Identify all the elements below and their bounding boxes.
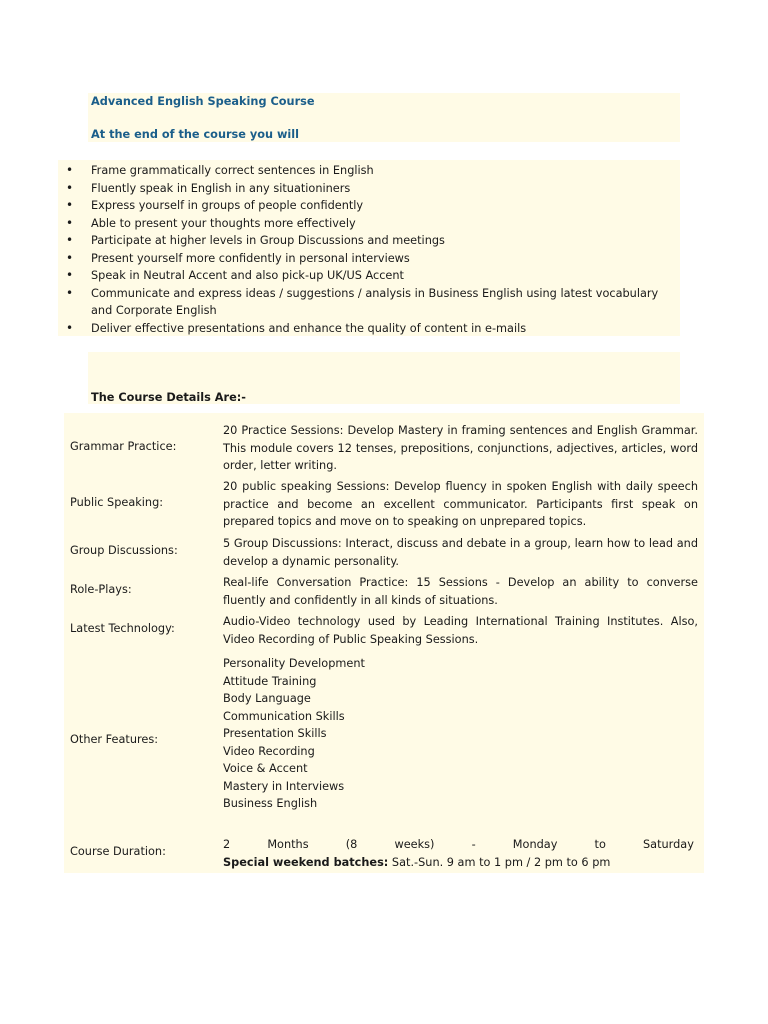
weekend-line: [223, 854, 698, 872]
weekend-text: Sat.-Sun. 9 am to 1 pm / 2 pm to 6 pm: [388, 855, 611, 869]
duration-word: weeks): [394, 838, 435, 851]
table-row-public-speaking: [64, 478, 704, 530]
duration-description: [223, 836, 698, 871]
list-item: Video Recording: [223, 744, 315, 758]
row-description: 20 Practice Sessions: Develop Mastery in framing sentences and English Grammar. This module covers 12 tenses, prepositions, conjunctions, adjectives, articles, word order, letter writing.: [223, 424, 698, 472]
duration-word: (8: [345, 838, 358, 851]
list-item: • Fluently speak in English in any situationiners: [66, 180, 676, 198]
row-description: Audio-Video technology used by Leading International Training Institutes. Also, Video Recording of Public Speaking Sessions.: [223, 615, 698, 646]
row-description: Real-life Conversation Practice: 15 Sessions - Develop an ability to converse fluently and confidently in all kinds of situations.: [223, 576, 698, 607]
details-heading: The Course Details Are:-: [91, 391, 246, 404]
row-label: Course Duration:: [70, 845, 166, 858]
row-description: 5 Group Discussions: Interact, discuss and debate in a group, learn how to lead and develop a dynamic personality.: [223, 537, 698, 568]
list-item: • Able to present your thoughts more effectively: [66, 215, 676, 233]
list-item: Attitude Training: [223, 674, 317, 688]
list-item: • Express yourself in groups of people confidently: [66, 197, 676, 215]
list-item: • Communicate and express ideas / suggestions / analysis in Business English using latest vocabulary and Corporate English: [66, 285, 676, 320]
table-row-duration: [64, 836, 704, 871]
list-item: Mastery in Interviews: [223, 779, 345, 793]
list-item: Body Language: [223, 692, 311, 705]
duration-word: -: [471, 838, 476, 851]
list-item: • Deliver effective presentations and enhance the quality of content in e-mails: [66, 320, 676, 338]
features-list: [223, 655, 698, 813]
row-label: Group Discussions:: [70, 544, 178, 557]
row-label: Other Features:: [70, 733, 159, 746]
duration-word: to: [594, 838, 606, 851]
page-title: Advanced English Speaking Course: [91, 95, 315, 108]
table-row-other-features: [64, 655, 704, 815]
row-label: Role-Plays:: [70, 583, 132, 596]
list-item: Communication Skills: [223, 709, 345, 723]
list-item: • Participate at higher levels in Group Discussions and meetings: [66, 232, 676, 250]
list-item: Voice & Accent: [223, 762, 308, 775]
list-item: • Present yourself more confidently in personal interviews: [66, 250, 676, 268]
duration-word: Monday: [512, 838, 558, 851]
duration-line: [223, 836, 694, 854]
list-item: Business English: [223, 797, 318, 810]
duration-word: 2: [223, 838, 231, 851]
row-label: Public Speaking:: [70, 496, 164, 509]
table-row-group-discussions: [64, 535, 704, 570]
row-description: 20 public speaking Sessions: Develop fluency in spoken English with daily speech practice and become an excellent communicator. Participants first speak on prepared topics and move on to speaking on unprepared topics.: [223, 480, 698, 528]
duration-word: Saturday: [642, 838, 694, 851]
duration-word: Months: [267, 838, 309, 851]
page-subtitle: At the end of the course you will: [91, 128, 300, 141]
row-label: Grammar Practice:: [70, 440, 177, 453]
list-item: • Speak in Neutral Accent and also pick-up UK/US Accent: [66, 267, 676, 285]
list-item: Presentation Skills: [223, 727, 327, 740]
table-row-grammar: [64, 422, 704, 474]
list-item: • Frame grammatically correct sentences in English: [66, 162, 676, 180]
table-row-technology: [64, 613, 704, 648]
outcomes-list: [66, 162, 676, 337]
table-row-role-plays: [64, 574, 704, 609]
row-label: Latest Technology:: [70, 622, 175, 635]
list-item: Personality Development: [223, 657, 365, 670]
weekend-label: Special weekend batches:: [223, 855, 389, 869]
